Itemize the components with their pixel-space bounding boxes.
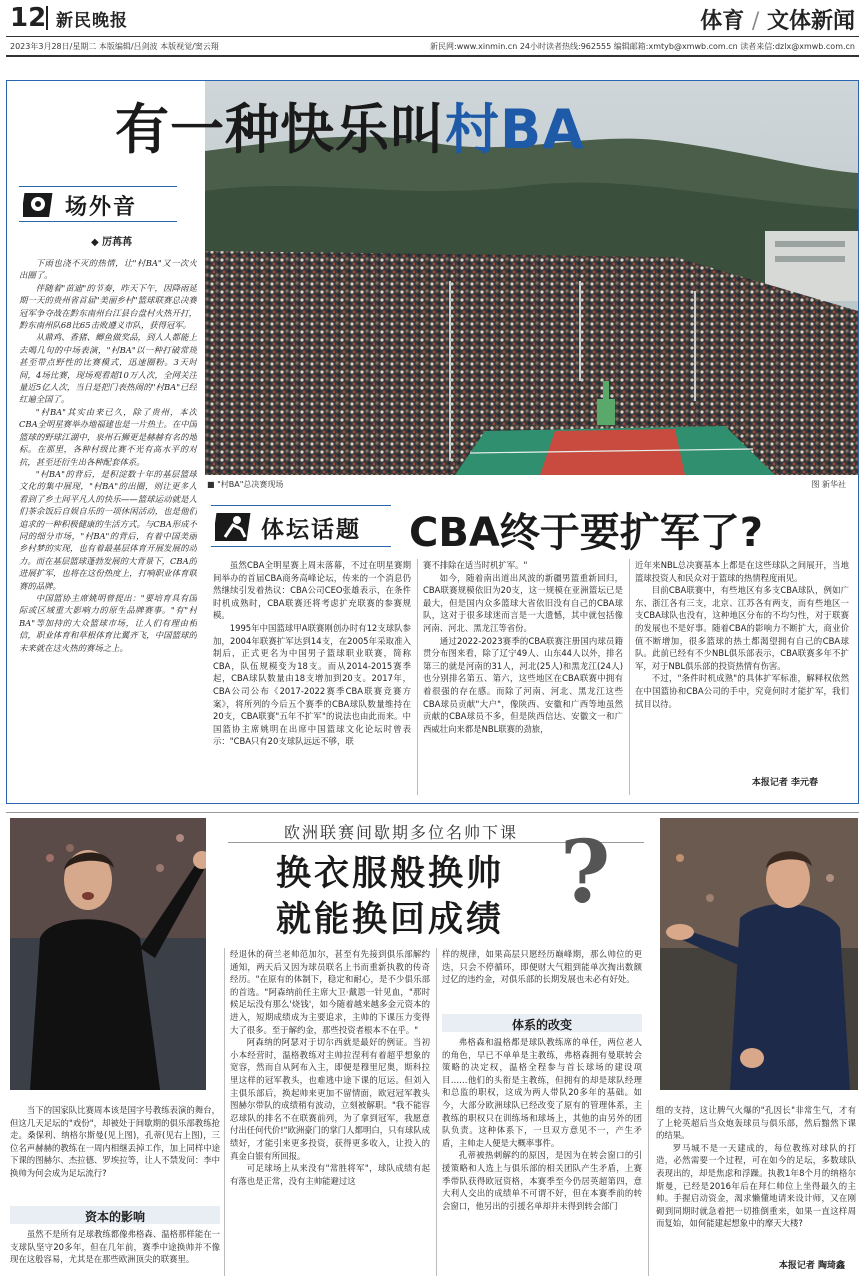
story3-kicker: 欧洲联赛间歇期多位名帅下课 (284, 823, 519, 842)
section-name: 体育 (700, 8, 745, 34)
section-slash: / (751, 9, 760, 34)
photo-credit: 图 新华社 (811, 480, 846, 489)
story2-col-3: 近年来NBL总决赛基本上都是在这些球队之间展开，当地篮球投资人和民众对于篮球的热情程度雨见。 目前CBA联赛中，有些地区有多支CBA球队，例如广东、浙江各有三支，北京、江苏各有两支，而有些地区一支CBA球队也没有，这种地区分布的不均匀性，对于联赛的发展也不是好事。随着CBA的影响力不断扩大，商业价值不断增加，很多篮球的热土都渴望拥有自己的CBA球队。此前已经有不少NBL俱乐部表示，CBA联赛多年不扩军，对于NBL俱乐部的投资热情有伤害。 不过，"条件时机成熟"的具体扩军标准，解释权依然在中国篮协和CBA公司的手中，究竟何时才能扩军，我们拭目以待。 (635, 560, 849, 709)
story3-headline-line2: 就能换回成绩 (276, 899, 505, 940)
photo-caption: ■ "村BA"总决赛现场 (207, 480, 284, 489)
subhead-capital-influence: 资本的影响 (10, 1206, 220, 1224)
date-line: 2023年3月28日/星期二 本版编辑/吕剑波 本版视觉/窦云翔 (10, 42, 219, 51)
story2-col-2: 赛不排除在适当时机扩军。" 如今，随着南出道出风波的新疆男篮重新回归，CBA联赛规模依旧为20支，这一规模在亚洲篮坛已是最大，但是国内众多篮球大省依旧没有自己的CBA球队，这对于很多球迷而言是一大遗憾，其中就包括像河南、河北、黑龙江等省份。 通过2022-2023赛季的CBA联赛注册国内球员籍贯分布图来看，除了辽宁49人、山东44人以外，排名第三的就是河南的31人，河北(25人)和黑龙江(24人)也分别排名第五、第六，这些地区在CBA联赛中拥有着很强的存在感。而除了河南、河北、黑龙江这些CBA球员贡献"大户"，像陕西、安徽和广西等地虽然贡献的CBA球员不多，但是陕西信达、安徽文一和广西威壮向来都是NBL联赛的劲旅， (423, 560, 623, 734)
story2-col-1: 虽然CBA全明星赛上周末落幕，不过在明星赛期间举办的首届CBA商务高峰论坛，传来的一个消息仍然继续引发着热议：CBA公司CEO张雄表示，在条件时机成熟时，CBA联赛还将考虑扩充联赛的参赛规模。 1995年中国篮球甲A联赛刚创办时有12支球队参加，2004年联赛扩军达到14支，在2005年采取准入制后，正式更名为中国男子篮球职业联赛，简称CBA，队伍规模变为18支。而从2014-2015赛季起，CBA球队数量由18支增加到20支。2017年，CBA公司公布《2017-2022赛季CBA联赛竞赛方案》，将所列的今后五个赛季的CBA球队数量维持在20支，CBA联赛"五年不扩军"的说法也由此而来。中国篮协主席姚明在出席中国篮球文化论坛时曾表示："CBA只有20支球队远远不够，联 (213, 560, 411, 747)
story3-col-mid: 经退休的荷兰老帅范加尔，甚至有先接到俱乐部解约通知，两天后又因为球员联名上书而重新执教的传奇经历。"在原有的体制下，稳定和耐心，是不少俱乐部的首选。"阿森纳前任主席大卫·戴恩一针见血，"那时候足坛没有那么'烧钱'，如今随着越来越多金元资本的进入，短期成绩成为主要追求，主帅的下课压力变得大了很多。至于解约金，那些投资者根本不在乎。" 阿森纳的阿瑟对于切尔西就是最好的例证。当初小本经营时，温格教练对主帅拉涅利有着超乎想象的宽容，然而自从阿布入主，即便是穆里尼奥，斯科拉里这样的冠军教头，也难逃中途下课的厄运。但刘入主俱乐部后，换起帅来更加不留情面，欧冠冠军教头图赫尔带队的成绩稍有波动，立刻被解职。"我不能容忍球队的排名不在联赛前列，为了拿到冠军，我愿意付出任何代价!"欧洲豪门的掌门人都明白，只有球队成绩好，才能引来更多投资，获得更多收入，让投入的真金白银有所回报。 可足球场上从来没有"常胜将军"，球队成绩有起有落也是正常，没有主帅能避过这 (230, 949, 430, 1186)
story2-byline: 本报记者 李元春 (751, 778, 818, 788)
story3-byline: 本报记者 陶琦鑫 (778, 1261, 845, 1271)
paper-name: 新民晚报 (56, 11, 128, 31)
section-subname: 文体新闻 (766, 8, 855, 34)
page-number: 12 (10, 3, 47, 33)
story3-col-mid2-a: 样的规律，如果高层只愿经历巅峰期，那么帅位的更迭，只会不停循环，即便财大气粗到能单次掏出数额过亿的违约金，对俱乐部的长期发展也未必有好处。 (442, 949, 642, 985)
nagelsmann-photo-art (10, 818, 206, 1090)
story3-headline-line1: 换衣服般换帅 (276, 853, 505, 894)
conte-photo-art (660, 818, 858, 1090)
masthead (0, 0, 865, 56)
story2-headline: CBA终于要扩军了? (409, 510, 764, 556)
story1-headline: 有一种快乐叫村BA (115, 97, 585, 161)
story1-author: ◆ 厉苒苒 (91, 237, 133, 248)
story3-question-mark: ? (560, 822, 611, 923)
subhead-system-change: 体系的改变 (442, 1014, 642, 1032)
story1-body: 下雨也浇不灭的热情，让"村BA"又一次火出圈了。 伴随着"苗迪"的节奏，昨天下午，因降雨延期一天的贵州省首届"美丽乡村"篮球联赛总决赛冠军争夺战在黔东南州台江县台盘村火热开打，黔东南州队68比65击败遵义市队，获得冠军。 从鼎鸡、香猪、鲫鱼做奖品，到人人都能上去喝几句的中场表演，"村BA"以一种打破常规甚至带点野性的比赛模式，迅速圈粉。3天时间，4场比赛，现场观看超10万人次，全网关注量近5亿人次，当日是把门表热闹的"村BA"已经红遍全国了。 "村BA"其实由来已久，除了贵州，本次CBA全明星赛举办地福建也是一片热土。在中国篮球的野球江湖中，泉州石狮更是赫赫有名的地标。在那里，各种村级比赛不光有高水平的对抗，甚至还衍生出各种配套体系。 "村BA"的背后，是积淀数十年的基层篮球文化的集中展现，"村BA"的出圈，则让更多人看到了乡土间平凡人的快乐——篮球运动就是人们茶余饭后自娱自乐的一项休闲活动，也是他们追求的一种积极健康的生活方式。与CBA形成不同的细分市场，"村BA"的背后，有着中国美丽乡村梦的实现，也有着最基层体育开展发展的动力。而在基层篮球蓬勃发展的大背景下，CBA的进展扩军，也将在这份热度上，打响职业体育联赛的品牌。 中国篮协主席姚明曾提出："要培育具有国际或区域重大影响力的原生品牌赛事。"有"村BA"等加持的大众篮球市场，让人们有理由相信，职业体育和草根体育比翼齐飞，中国篮球的未来就在这火热的赛场之上。 (19, 258, 197, 653)
story3-col-mid2-b: 弗格森和温格都是球队教练席的单任，两位老人的角色，早已不单单是主教练，弗格森拥有曼联转会策略的决定权，温格全程参与首长球场的建设项目……他们的头衔是主教练，但拥有的却是球队经理和总监的职权，这成为两人带队20多年的基础。如今，大部分欧洲球队已经改变了原有的管理体系，主教练的职权只在训练场和球场上，其他的由另外的团队负责。这种体系下，一旦双方意见不一，产生矛盾，主帅走人便是大概率事件。 孔蒂被热刺解约的原因，是因为在转会窗口的引援策略和人选上与俱乐部的相关团队产生矛盾，上赛季带队获得欧冠资格，本赛季至今仍居英超第四，意大利人交出的成绩单不可谓不好，但在本赛季前的转会窗口，他另出的引援名单却并未得到转会部门 (442, 1037, 642, 1211)
story1-headline-accent: 村BA (445, 98, 585, 161)
story3-col-right: 组的支持，这让脾气火爆的"孔因长"非常生气，才有了上轮英超后当众炮轰球员与俱乐部，然后黯然下课的结果。 罗马城不是一天建成的，每位教练对球队的打造，必然需要一个过程，可在如今的足坛，多数球队表现出的，却是焦虑和浮躁。执教1年8个月的纳格尔斯曼，已经是2016年后在拜仁帅位上坐得最久的主帅。手握启动资金，渴求懒懂地请来设计师，又在刚砌到同期时就急着把一切推倒重来，如果一直这样周而复始，如何能建起想象中的摩天大楼? (656, 1105, 856, 1229)
conte-photo (660, 818, 858, 1090)
basketball-player-icon (215, 509, 255, 543)
contact-line: 新民网:www.xinmin.cn 24小时读者热线:962555 编辑邮箱:xmtyb@xmwb.com.cn 读者来信:dzlx@xmwb.com.cn (430, 42, 855, 51)
story3-col-left: 当下的国家队比赛周本该是国字号教练表演的舞台，但这几天足坛的"戏份"，却被处于间歇期的俱乐部教练抢走。桑保利、纳格尔斯曼(见上图)，孔蒂(见右上图)，三位名声赫赫的教练在一周内相继丢掉工作，加上同样中途下课的图赫尔、杰拉德、罗埃拉等，让人不禁发问：李中换帅为何会成为足坛流行? (10, 1105, 220, 1178)
nagelsmann-photo (10, 818, 206, 1090)
story2-column-tag: 体坛话题 (211, 505, 391, 547)
story3-col-left-tail: 虽然不是所有足球教练都像弗格森、温格那样能在一支球队坚守20多年，但在几年前，赛季中途换帅并不像现在这般容易，尤其是在那些欧洲顶尖的联赛里。 (10, 1229, 220, 1265)
story1-column-tag: 场外音 (19, 186, 177, 222)
column-tag-icon (23, 189, 57, 219)
top-feature-box (6, 80, 859, 804)
